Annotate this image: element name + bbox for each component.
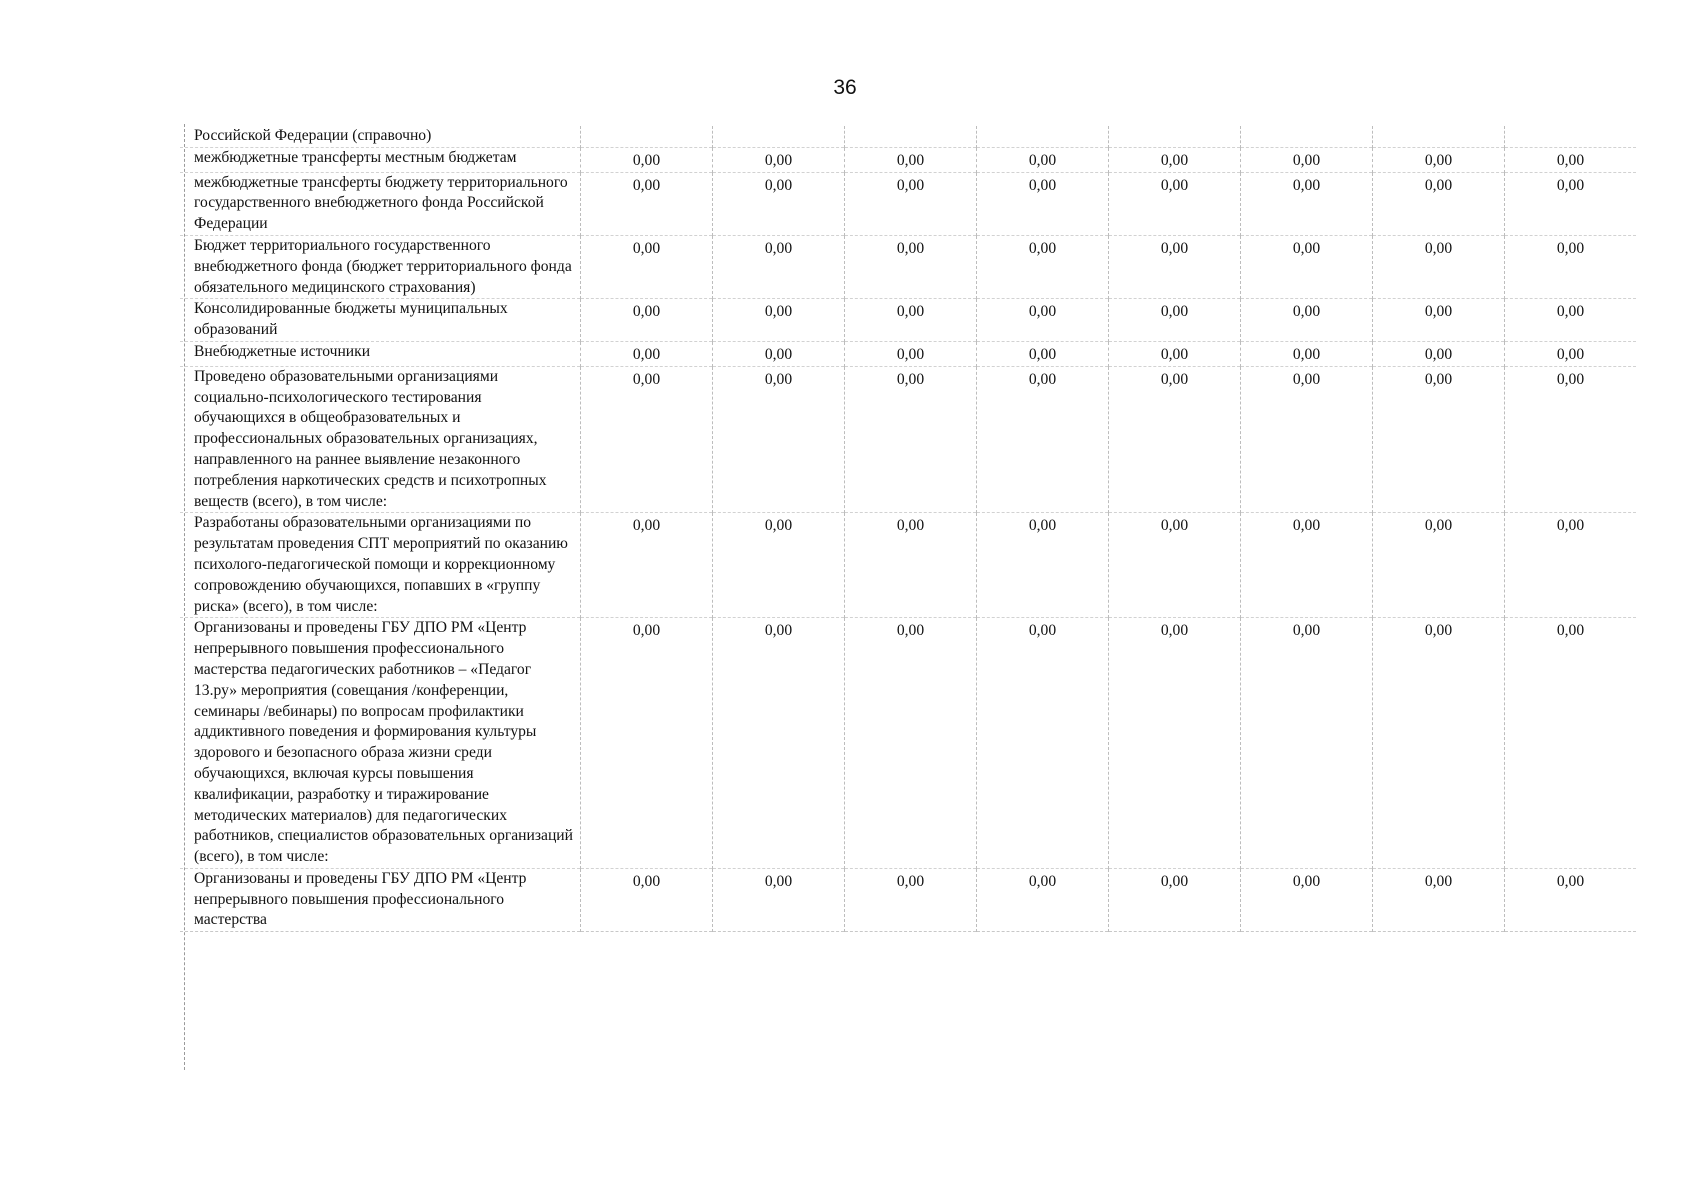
value-cell: 0,00 [1373,618,1505,869]
value-cell: 0,00 [713,172,845,235]
value-cell: 0,00 [977,147,1109,172]
value-cell: 0,00 [1505,366,1637,513]
page-number: 36 [833,76,857,99]
value-cell: 0,00 [1241,868,1373,931]
value-cell: 0,00 [845,618,977,869]
table-row [180,299,1636,342]
value-cell: 0,00 [1109,299,1241,342]
value-cell: 0,00 [1109,235,1241,298]
row-label: Консолидированные бюджеты муниципальных образований [194,300,508,339]
table-row [180,172,1636,235]
row-label: Российской Федерации (справочно) [194,127,432,144]
row-label: межбюджетные трансферты местным бюджетам [194,148,517,166]
value-cell: 0,00 [1505,341,1637,366]
value-cell: 0,00 [713,299,845,342]
value-cell: 0,00 [1241,147,1373,172]
value-cell: 0,00 [845,513,977,618]
value-cell: 0,00 [1505,868,1637,931]
table-row [180,341,1636,366]
value-cell: 0,00 [1109,341,1241,366]
value-cell [845,126,977,147]
value-cell: 0,00 [1505,513,1637,618]
value-cell: 0,00 [1505,172,1637,235]
value-cell: 0,00 [1241,299,1373,342]
table-row [180,235,1636,298]
value-cell: 0,00 [581,341,713,366]
value-cell: 0,00 [713,868,845,931]
value-cell: 0,00 [581,172,713,235]
value-cell: 0,00 [845,172,977,235]
value-cell: 0,00 [1109,618,1241,869]
row-label: Проведено образовательными организациями социально-психологического тестирования обучающихся в общеобразовательных и профессиональных образовательных организациях, направленного на раннее выявление незаконного потребления наркотических средств и психотропных веществ (всего), в том числе: [194,367,547,510]
value-cell: 0,00 [1373,299,1505,342]
value-cell: 0,00 [977,366,1109,513]
value-cell: 0,00 [581,235,713,298]
value-cell: 0,00 [581,366,713,513]
value-cell: 0,00 [845,868,977,931]
value-cell: 0,00 [713,147,845,172]
value-cell: 0,00 [1505,235,1637,298]
value-cell: 0,00 [1373,366,1505,513]
value-cell: 0,00 [1505,299,1637,342]
value-cell: 0,00 [713,341,845,366]
value-cell: 0,00 [1505,147,1637,172]
value-cell [1241,126,1373,147]
value-cell: 0,00 [977,172,1109,235]
value-cell: 0,00 [1109,172,1241,235]
value-cell [581,126,713,147]
row-label: Внебюджетные источники [194,342,371,360]
row-label: Разработаны образовательными организациями по результатам проведения СПТ мероприятий по оказанию психолого-педагогической помощи и коррекционному сопровождению обучающихся, попавших в «группу риска» (всего), в том числе: [194,514,568,615]
value-cell [713,126,845,147]
value-cell [1505,126,1637,147]
value-cell: 0,00 [845,341,977,366]
value-cell: 0,00 [1373,513,1505,618]
table-row [180,147,1636,172]
value-cell [1109,126,1241,147]
table-row [180,126,1636,147]
value-cell: 0,00 [1373,147,1505,172]
value-cell: 0,00 [977,513,1109,618]
value-cell: 0,00 [977,299,1109,342]
value-cell: 0,00 [845,299,977,342]
table-row [180,868,1636,931]
value-cell: 0,00 [713,366,845,513]
value-cell: 0,00 [977,341,1109,366]
value-cell: 0,00 [1241,513,1373,618]
value-cell: 0,00 [713,513,845,618]
row-label: Организованы и проведены ГБУ ДПО РМ «Центр непрерывного повышения профессионального мастерства педагогических работников – «Педагог 13.ру» мероприятия (совещания /конференции, семинары /вебинары) по вопросам профилактики аддиктивного поведения и формирования культуры здорового и безопасного образа жизни среди обучающихся, включая курсы повышения квалификации, разработку и тиражирование методических материалов) для педагогических работников, специалистов образовательных организаций (всего), в том числе: [194,619,573,866]
value-cell: 0,00 [1109,147,1241,172]
value-cell: 0,00 [1109,513,1241,618]
row-label: межбюджетные трансферты бюджету территориального государственного внебюджетного фонда Российской Федерации [194,173,568,233]
value-cell: 0,00 [1241,235,1373,298]
value-cell: 0,00 [713,235,845,298]
value-cell: 0,00 [977,618,1109,869]
value-cell: 0,00 [1373,868,1505,931]
value-cell: 0,00 [1241,366,1373,513]
value-cell [977,126,1109,147]
value-cell: 0,00 [581,868,713,931]
value-cell: 0,00 [1373,341,1505,366]
value-cell: 0,00 [845,147,977,172]
table-row [180,513,1636,618]
value-cell: 0,00 [1241,172,1373,235]
value-cell: 0,00 [581,299,713,342]
value-cell: 0,00 [581,147,713,172]
row-label: Бюджет территориального государственного внебюджетного фонда (бюджет территориального фонда обязательного медицинского страхования) [194,236,572,296]
value-cell: 0,00 [713,618,845,869]
value-cell [1373,126,1505,147]
value-cell: 0,00 [1373,235,1505,298]
value-cell: 0,00 [1505,618,1637,869]
table-row [180,618,1636,869]
table-body [180,126,1636,932]
budget-table [180,126,1636,932]
value-cell: 0,00 [977,235,1109,298]
value-cell: 0,00 [1109,868,1241,931]
value-cell: 0,00 [1109,366,1241,513]
value-cell: 0,00 [1241,341,1373,366]
value-cell: 0,00 [581,513,713,618]
value-cell: 0,00 [581,618,713,869]
table-row [180,366,1636,513]
value-cell: 0,00 [845,235,977,298]
value-cell: 0,00 [977,868,1109,931]
value-cell: 0,00 [845,366,977,513]
row-label: Организованы и проведены ГБУ ДПО РМ «Центр непрерывного повышения профессионального мастерства [194,869,527,929]
value-cell: 0,00 [1241,618,1373,869]
value-cell: 0,00 [1373,172,1505,235]
